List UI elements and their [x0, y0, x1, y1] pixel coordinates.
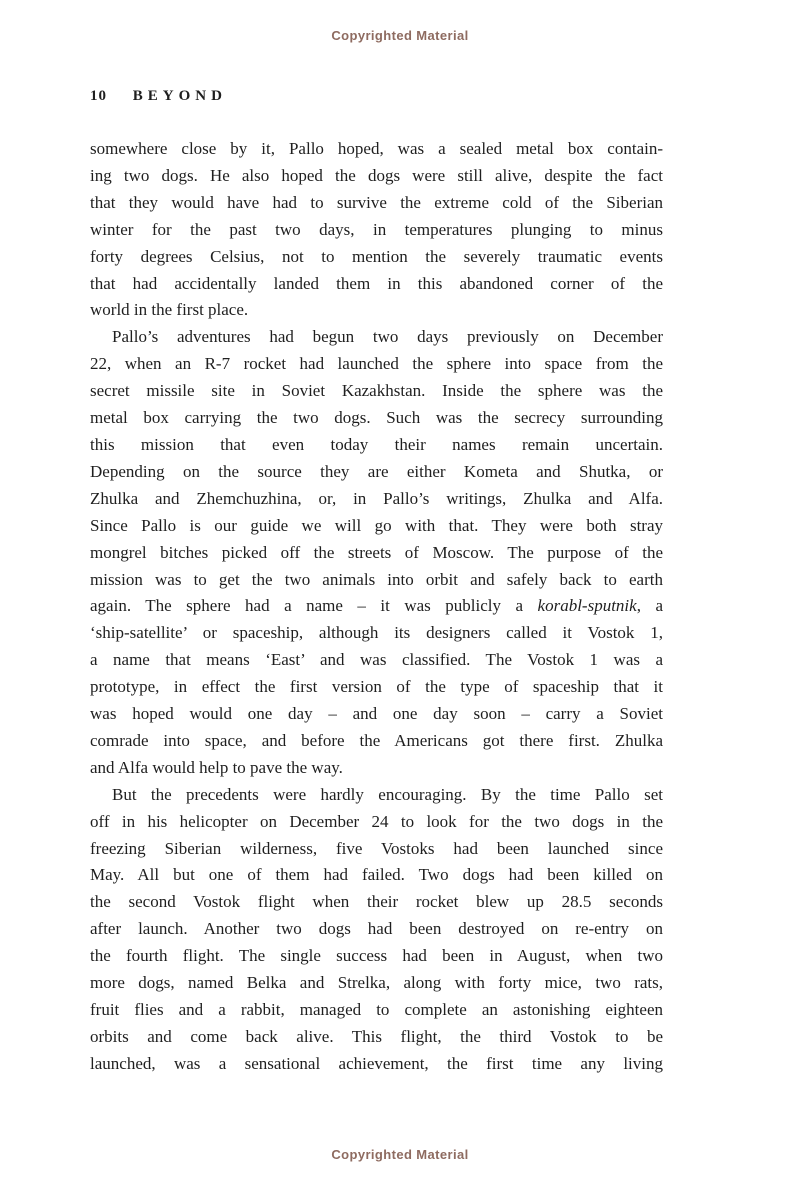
italic-text: korabl-sputnik [537, 596, 637, 616]
text-line: a name that means ‘East’ and was classified. The Vostok 1 was a [90, 650, 663, 670]
text-line: freezing Siberian wilderness, five Vostoks had been launched since [90, 838, 663, 858]
paragraph [90, 782, 663, 1078]
text-line: forty degrees Celsius, not to mention the severely traumatic events [90, 246, 663, 266]
paragraph [90, 136, 663, 324]
running-header: BEYOND [132, 88, 227, 104]
text-line: world in the first place. [90, 300, 249, 320]
text-line: Zhulka and Zhemchuzhina, or, in Pallo’s writings, Zhulka and Alfa. [90, 488, 663, 508]
text-line: somewhere close by it, Pallo hoped, was a sealed metal box contain- [90, 139, 663, 158]
text-line: prototype, in effect the first version of the type of spaceship that it [90, 677, 663, 697]
text-line: was hoped would one day – and one day soon – carry a Soviet [90, 704, 663, 724]
text-line: after launch. Another two dogs had been destroyed on re-entry on [90, 919, 663, 939]
page-number: 10 [90, 88, 107, 104]
text-line: launched, was a sensational achievement, the first time any living [90, 1053, 663, 1073]
plain-text: again. The sphere had a name – it was publicly a [90, 596, 538, 616]
text-line: that they would have had to survive the extreme cold of the Siberian [90, 192, 663, 212]
text-line: But the precedents were hardly encouraging. By the time Pallo set [112, 784, 663, 804]
text-line: orbits and come back alive. This flight, the third Vostok to be [90, 1026, 663, 1046]
text-line: that had accidentally landed them in this abandoned corner of the [90, 273, 663, 293]
text-line: secret missile site in Soviet Kazakhstan. Inside the sphere was the [90, 381, 663, 401]
text-line: comrade into space, and before the Americans got there first. Zhulka [90, 730, 663, 750]
plain-text: , a [636, 596, 663, 616]
text-line: mongrel bitches picked off the streets of Moscow. The purpose of the [90, 542, 663, 562]
copyright-notice-top: Copyrighted Material [331, 28, 469, 43]
text-line: off in his helicopter on December 24 to look for the two dogs in the [90, 811, 663, 831]
text-line: fruit flies and a rabbit, managed to complete an astonishing eighteen [90, 1000, 663, 1019]
text-line: Since Pallo is our guide we will go with that. They were both stray [90, 515, 663, 535]
copyright-notice-bottom: Copyrighted Material [331, 1147, 469, 1162]
text-line: the second Vostok flight when their rocket blew up 28.5 seconds [90, 892, 663, 912]
text-line: Pallo’s adventures had begun two days previously on December [112, 327, 663, 347]
text-line: the fourth flight. The single success had been in August, when two [90, 946, 663, 966]
text-line: Depending on the source they are either Kometa and Shutka, or [90, 461, 663, 481]
text-line: metal box carrying the two dogs. Such was the secrecy surrounding [90, 408, 663, 428]
text-line: ‘ship-satellite’ or spaceship, although its designers called it Vostok 1, [90, 623, 663, 643]
text-line: winter for the past two days, in temperatures plunging to minus [90, 219, 663, 239]
text-line [90, 593, 663, 620]
text-line: 22, when an R-7 rocket had launched the sphere into space from the [90, 354, 663, 374]
paragraph [90, 324, 663, 781]
text-line: this mission that even today their names remain uncertain. [90, 434, 663, 454]
text-line: more dogs, named Belka and Strelka, along with forty mice, two rats, [90, 973, 663, 993]
text-line: ing two dogs. He also hoped the dogs were still alive, despite the fact [90, 165, 663, 185]
text-line: and Alfa would help to pave the way. [90, 757, 343, 777]
page-header [90, 87, 800, 105]
text-line: mission was to get the two animals into orbit and safely back to earth [90, 569, 663, 589]
body-text [90, 136, 663, 1078]
text-line: May. All but one of them had failed. Two dogs had been killed on [90, 865, 663, 885]
